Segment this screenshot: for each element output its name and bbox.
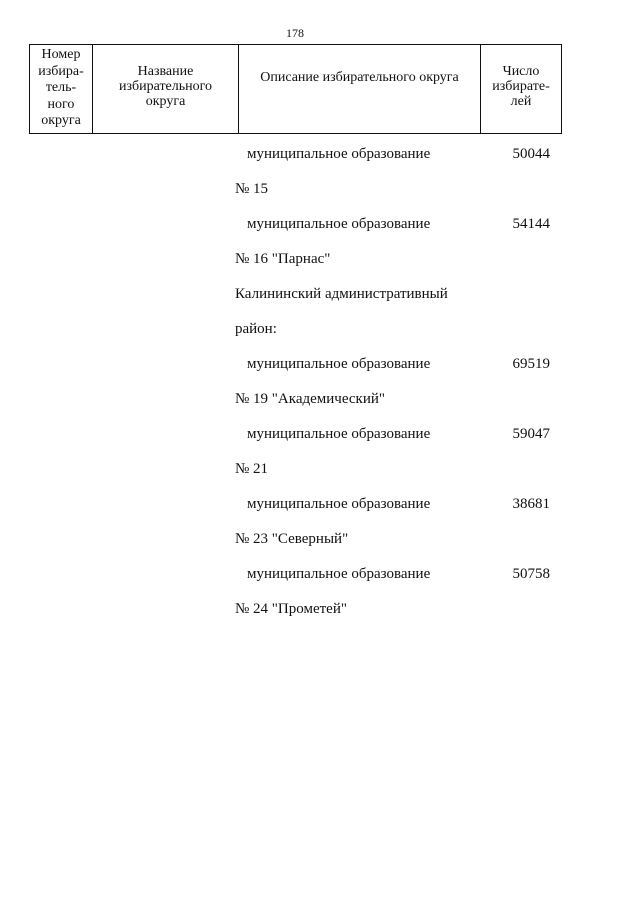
- row-description: муниципальное образование: [247, 496, 431, 512]
- row-voter-count: 50758: [512, 566, 550, 582]
- row-description: № 23 "Северный": [235, 531, 349, 547]
- row-description: № 21: [235, 461, 269, 477]
- row-description: муниципальное образование: [247, 216, 431, 232]
- header-line: округа: [145, 93, 186, 109]
- header-line: Название: [137, 63, 194, 79]
- page-number: 178: [286, 26, 304, 40]
- header-voter-count: [481, 45, 562, 134]
- header-line: Номер: [41, 47, 81, 62]
- row-description: № 16 "Парнас": [235, 251, 331, 267]
- header-line: избира-: [38, 63, 84, 79]
- header-district-number: [30, 45, 93, 134]
- table-header: [29, 44, 562, 134]
- header-line: округа: [41, 113, 81, 128]
- row-voter-count: 69519: [512, 356, 550, 372]
- row-description: муниципальное образование: [247, 356, 431, 372]
- row-description: район:: [235, 321, 277, 337]
- row-description: Калининский административный: [235, 286, 448, 302]
- row-voter-count: 38681: [512, 496, 550, 512]
- header-line: Описание избирательного округа: [260, 69, 459, 85]
- row-voter-count: 50044: [512, 146, 550, 162]
- row-voter-count: 54144: [512, 216, 550, 232]
- header-line: избирательного: [118, 78, 213, 94]
- row-description: муниципальное образование: [247, 146, 431, 162]
- header-district-name: [93, 45, 239, 134]
- header-line: Число: [502, 63, 540, 79]
- header-line: тель-: [45, 80, 77, 95]
- row-description: муниципальное образование: [247, 566, 431, 582]
- header-line: избирате-: [492, 78, 550, 94]
- row-description: № 24 "Прометей": [235, 601, 347, 617]
- row-description: муниципальное образование: [247, 426, 431, 442]
- row-description: № 15: [235, 181, 269, 197]
- row-voter-count: 59047: [512, 426, 550, 442]
- row-description: № 19 "Академический": [235, 391, 385, 407]
- header-line: ного: [47, 96, 75, 112]
- header-district-description: [239, 45, 481, 134]
- header-line: лей: [510, 93, 532, 109]
